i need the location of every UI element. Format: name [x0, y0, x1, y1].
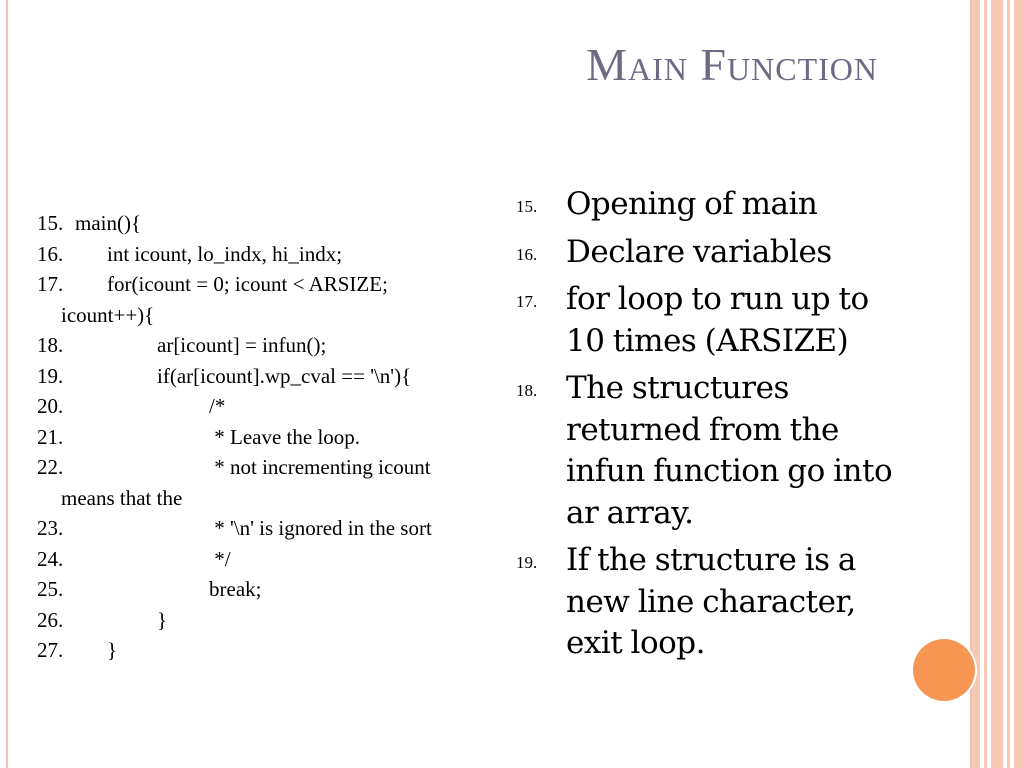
code-line-text: }	[157, 607, 168, 632]
code-line-text: int icount, lo_indx, hi_indx;	[107, 241, 343, 266]
code-line	[37, 208, 487, 239]
code-line-text: * Leave the loop.	[209, 424, 361, 449]
code-line-number: 16.	[37, 241, 64, 266]
note-item	[516, 368, 896, 534]
code-line-number: 26.	[37, 607, 64, 632]
code-line	[37, 513, 487, 544]
note-text: Declare variables	[566, 233, 832, 270]
code-line	[37, 361, 487, 392]
code-line-number: 27.	[37, 638, 64, 662]
code-line	[37, 330, 487, 361]
code-line-text: * not incrementing icount	[209, 455, 431, 479]
code-line-number: 24.	[37, 546, 64, 571]
stripe	[984, 0, 987, 768]
note-text: The structures returned from the infun function go into ar array.	[566, 370, 893, 531]
note-item	[516, 232, 896, 274]
slide-title: Main Function	[586, 39, 878, 90]
code-line	[37, 452, 487, 483]
code-line-text: /*	[209, 394, 226, 418]
note-item	[516, 279, 896, 362]
code-line	[37, 635, 487, 666]
code-line	[37, 574, 487, 605]
code-line	[37, 605, 487, 636]
code-line	[37, 391, 487, 422]
code-line-text: */	[209, 546, 231, 571]
note-text: Opening of main	[566, 186, 818, 222]
code-line-continuation: means that the	[61, 485, 183, 510]
code-line-text: }	[107, 638, 118, 662]
code-listing	[37, 208, 487, 666]
code-line-number: 25.	[37, 577, 64, 601]
code-line-number: 18.	[37, 333, 64, 357]
note-number: 17.	[516, 292, 538, 311]
decorative-circle	[913, 639, 975, 701]
code-line	[37, 544, 487, 575]
note-text: for loop to run up to 10 times (ARSIZE)	[566, 281, 869, 359]
note-item	[516, 184, 896, 226]
code-line-number: 22.	[37, 455, 64, 479]
code-line	[37, 422, 487, 453]
note-number: 16.	[516, 244, 538, 264]
code-line-number: 19.	[37, 363, 64, 388]
code-line	[37, 239, 487, 270]
code-line-number: 23.	[37, 516, 64, 540]
stripe	[1014, 0, 1024, 768]
code-line-text: * '\n' is ignored in the sort	[209, 516, 432, 540]
note-text: If the structure is a new line character, exit loop.	[566, 542, 856, 661]
code-line-number: 21.	[37, 424, 64, 449]
stripe	[1007, 0, 1010, 768]
code-line-number: 20.	[37, 394, 64, 418]
code-line-number: 17.	[37, 272, 64, 296]
note-number: 19.	[516, 553, 538, 572]
notes-list	[516, 184, 896, 671]
code-line-text: for(icount = 0; icount < ARSIZE;	[107, 272, 388, 296]
note-item	[516, 540, 896, 665]
code-line	[37, 269, 487, 300]
code-line-text: if(ar[icount].wp_cval == '\n'){	[157, 363, 412, 388]
code-line-continuation: icount++){	[61, 302, 155, 327]
code-line-number: 15.	[37, 211, 64, 235]
note-number: 15.	[516, 197, 538, 216]
decorative-stripes	[972, 0, 1024, 768]
stripe	[972, 0, 980, 768]
note-number: 18.	[516, 381, 538, 400]
code-line-text: break;	[209, 577, 262, 601]
code-line-text: main(){	[75, 211, 142, 235]
code-line-text: ar[icount] = infun();	[157, 333, 327, 357]
stripe	[991, 0, 1003, 768]
